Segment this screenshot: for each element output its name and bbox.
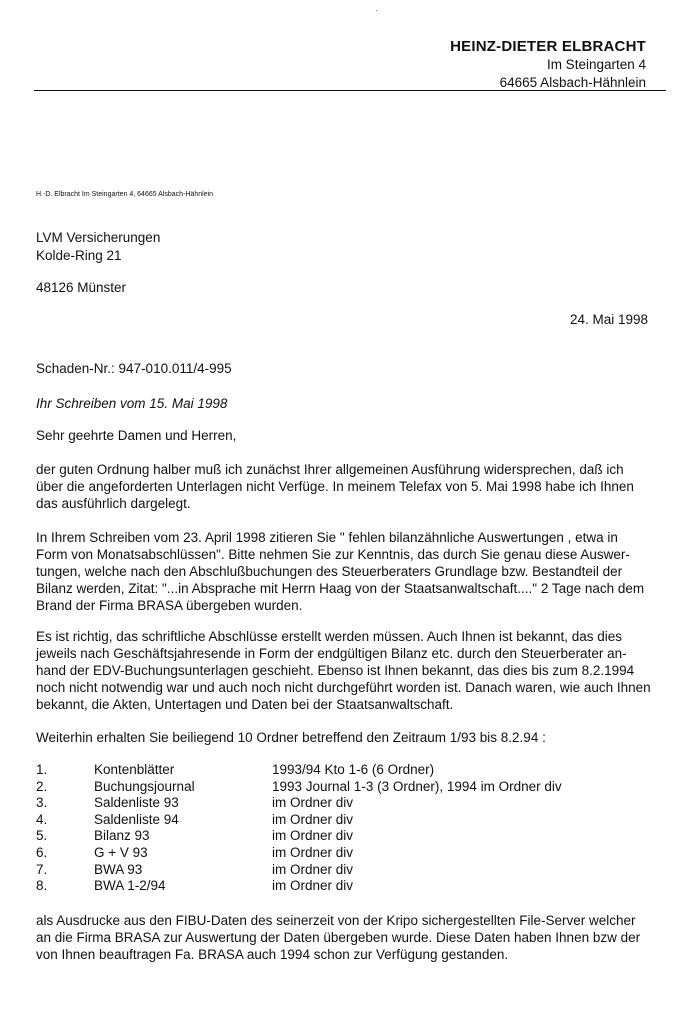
paragraph-3 — [36, 628, 651, 713]
item-number: 8. — [36, 878, 48, 894]
item-description: im Ordner div — [272, 795, 354, 811]
item-name: Saldenliste 94 — [94, 811, 179, 827]
paragraph-1 — [36, 461, 646, 512]
item-name: BWA 1-2/94 — [94, 878, 166, 894]
item-number: 7. — [36, 861, 48, 877]
letter-date: 24. Mai 1998 — [569, 312, 648, 327]
paragraph-line: Weiterhin erhalten Sie beiliegend 10 Ordner betreffend den Zeitraum 1/93 bis 8.2.94 : — [36, 730, 546, 745]
item-name: G + V 93 — [94, 844, 148, 860]
salutation: Sehr geehrte Damen und Herren, — [36, 428, 237, 443]
item-number: 2. — [36, 778, 48, 794]
item-description: im Ordner div — [272, 844, 354, 860]
paragraph-2 — [36, 529, 646, 614]
header-divider — [34, 90, 666, 91]
paragraph-4 — [36, 729, 646, 746]
paragraph-line: von Ihnen beauftragen Fa. BRASA auch 1994 schon zur Verfügung gestanden. — [36, 947, 509, 962]
item-description: im Ordner div — [272, 828, 354, 844]
item-description: im Ordner div — [272, 878, 354, 894]
recipient-street: Kolde-Ring 21 — [36, 248, 122, 263]
item-name: Kontenblätter — [94, 762, 175, 777]
recipient-company: LVM Versicherungen — [36, 230, 161, 245]
paragraph-line: tungen, welche nach den Abschlußbuchungen des Steuerberaters Grundlage bzw. Bestandteil der — [36, 564, 623, 579]
paragraph-line: über die angeforderten Unterlagen nicht Verfüge. In meinem Telefax von 5. Mai 1998 habe ich Ihnen — [36, 479, 634, 494]
item-number: 5. — [36, 828, 48, 844]
item-number: 6. — [36, 844, 48, 860]
paragraph-line: Es ist richtig, das schriftliche Abschlüsse erstellt werden müssen. Auch Ihnen ist bekannt, das dies — [36, 629, 623, 644]
recipient-city: 48126 Münster — [36, 280, 127, 295]
item-number: 3. — [36, 795, 48, 811]
sender-street: Im Steingarten 4 — [546, 57, 646, 72]
reference-letter: Ihr Schreiben vom 15. Mai 1998 — [36, 396, 228, 411]
return-address: H.-D. Elbracht Im Steingarten 4, 64665 Alsbach-Hähnlein — [36, 191, 214, 198]
item-name: Bilanz 93 — [94, 828, 150, 844]
item-name: Buchungsjournal — [94, 778, 195, 794]
claim-reference: Schaden-Nr.: 947-010.011/4-995 — [36, 361, 232, 376]
paragraph-line: noch nicht notwendig war und auch noch nicht durchgeführt worden ist. Danach waren, wie auch Ihnen — [36, 680, 651, 695]
item-description: im Ordner div — [272, 811, 354, 827]
item-description: 1993/94 Kto 1-6 (6 Ordner) — [272, 762, 435, 777]
sender-city: 64665 Alsbach-Hähnlein — [499, 75, 646, 90]
item-name: Saldenliste 93 — [94, 795, 179, 811]
paragraph-line: hand der EDV-Buchungsunterlagen geschieht. Ebenso ist Ihnen bekannt, das dies bis zum 8.2.1994 — [36, 663, 635, 678]
item-number: 4. — [36, 811, 48, 827]
paragraph-line: Bilanz werden, Zitat: "...in Absprache mit Herrn Haag von der Staatsanwaltschaft...." 2 Tage nach dem — [36, 581, 645, 596]
item-number: 1. — [36, 762, 48, 777]
paragraph-line: Brand der Firma BRASA übergeben wurden. — [36, 598, 303, 613]
paragraph-line: an die Firma BRASA zur Auswertung der Daten übergeben wurde. Diese Daten haben Ihnen bzw der — [36, 930, 641, 945]
item-description: im Ordner div — [272, 861, 354, 877]
paragraph-5 — [36, 912, 646, 963]
paragraph-line: In Ihrem Schreiben vom 23. April 1998 zitieren Sie " fehlen bilanzähnliche Auswertungen , etwa in — [36, 530, 618, 545]
item-description: 1993 Journal 1-3 (3 Ordner), 1994 im Ordner div — [272, 778, 562, 794]
paragraph-line: das ausführlich dargelegt. — [36, 496, 191, 511]
paragraph-line: als Ausdrucke aus den FIBU-Daten des seinerzeit von der Kripo sichergestellten File-Server welcher — [36, 913, 636, 928]
paragraph-line: der guten Ordnung halber muß ich zunächst Ihrer allgemeinen Ausführung widersprechen, daß ich — [36, 462, 624, 477]
paragraph-line: jeweils nach Geschäftsjahresende in Form der endgültigen Bilanz etc. durch den Steuerberater an- — [36, 646, 627, 661]
scan-speck — [376, 10, 377, 11]
item-name: BWA 93 — [94, 861, 143, 877]
paragraph-line: bekannt, die Akten, Untertagen und Daten bei der Staatsanwaltschaft. — [36, 697, 454, 712]
sender-name: HEINZ-DIETER ELBRACHT — [450, 38, 646, 55]
paragraph-line: Form von Monatsabschlüssen". Bitte nehmen Sie zur Kenntnis, das durch Sie genau diese Auswer- — [36, 547, 630, 562]
